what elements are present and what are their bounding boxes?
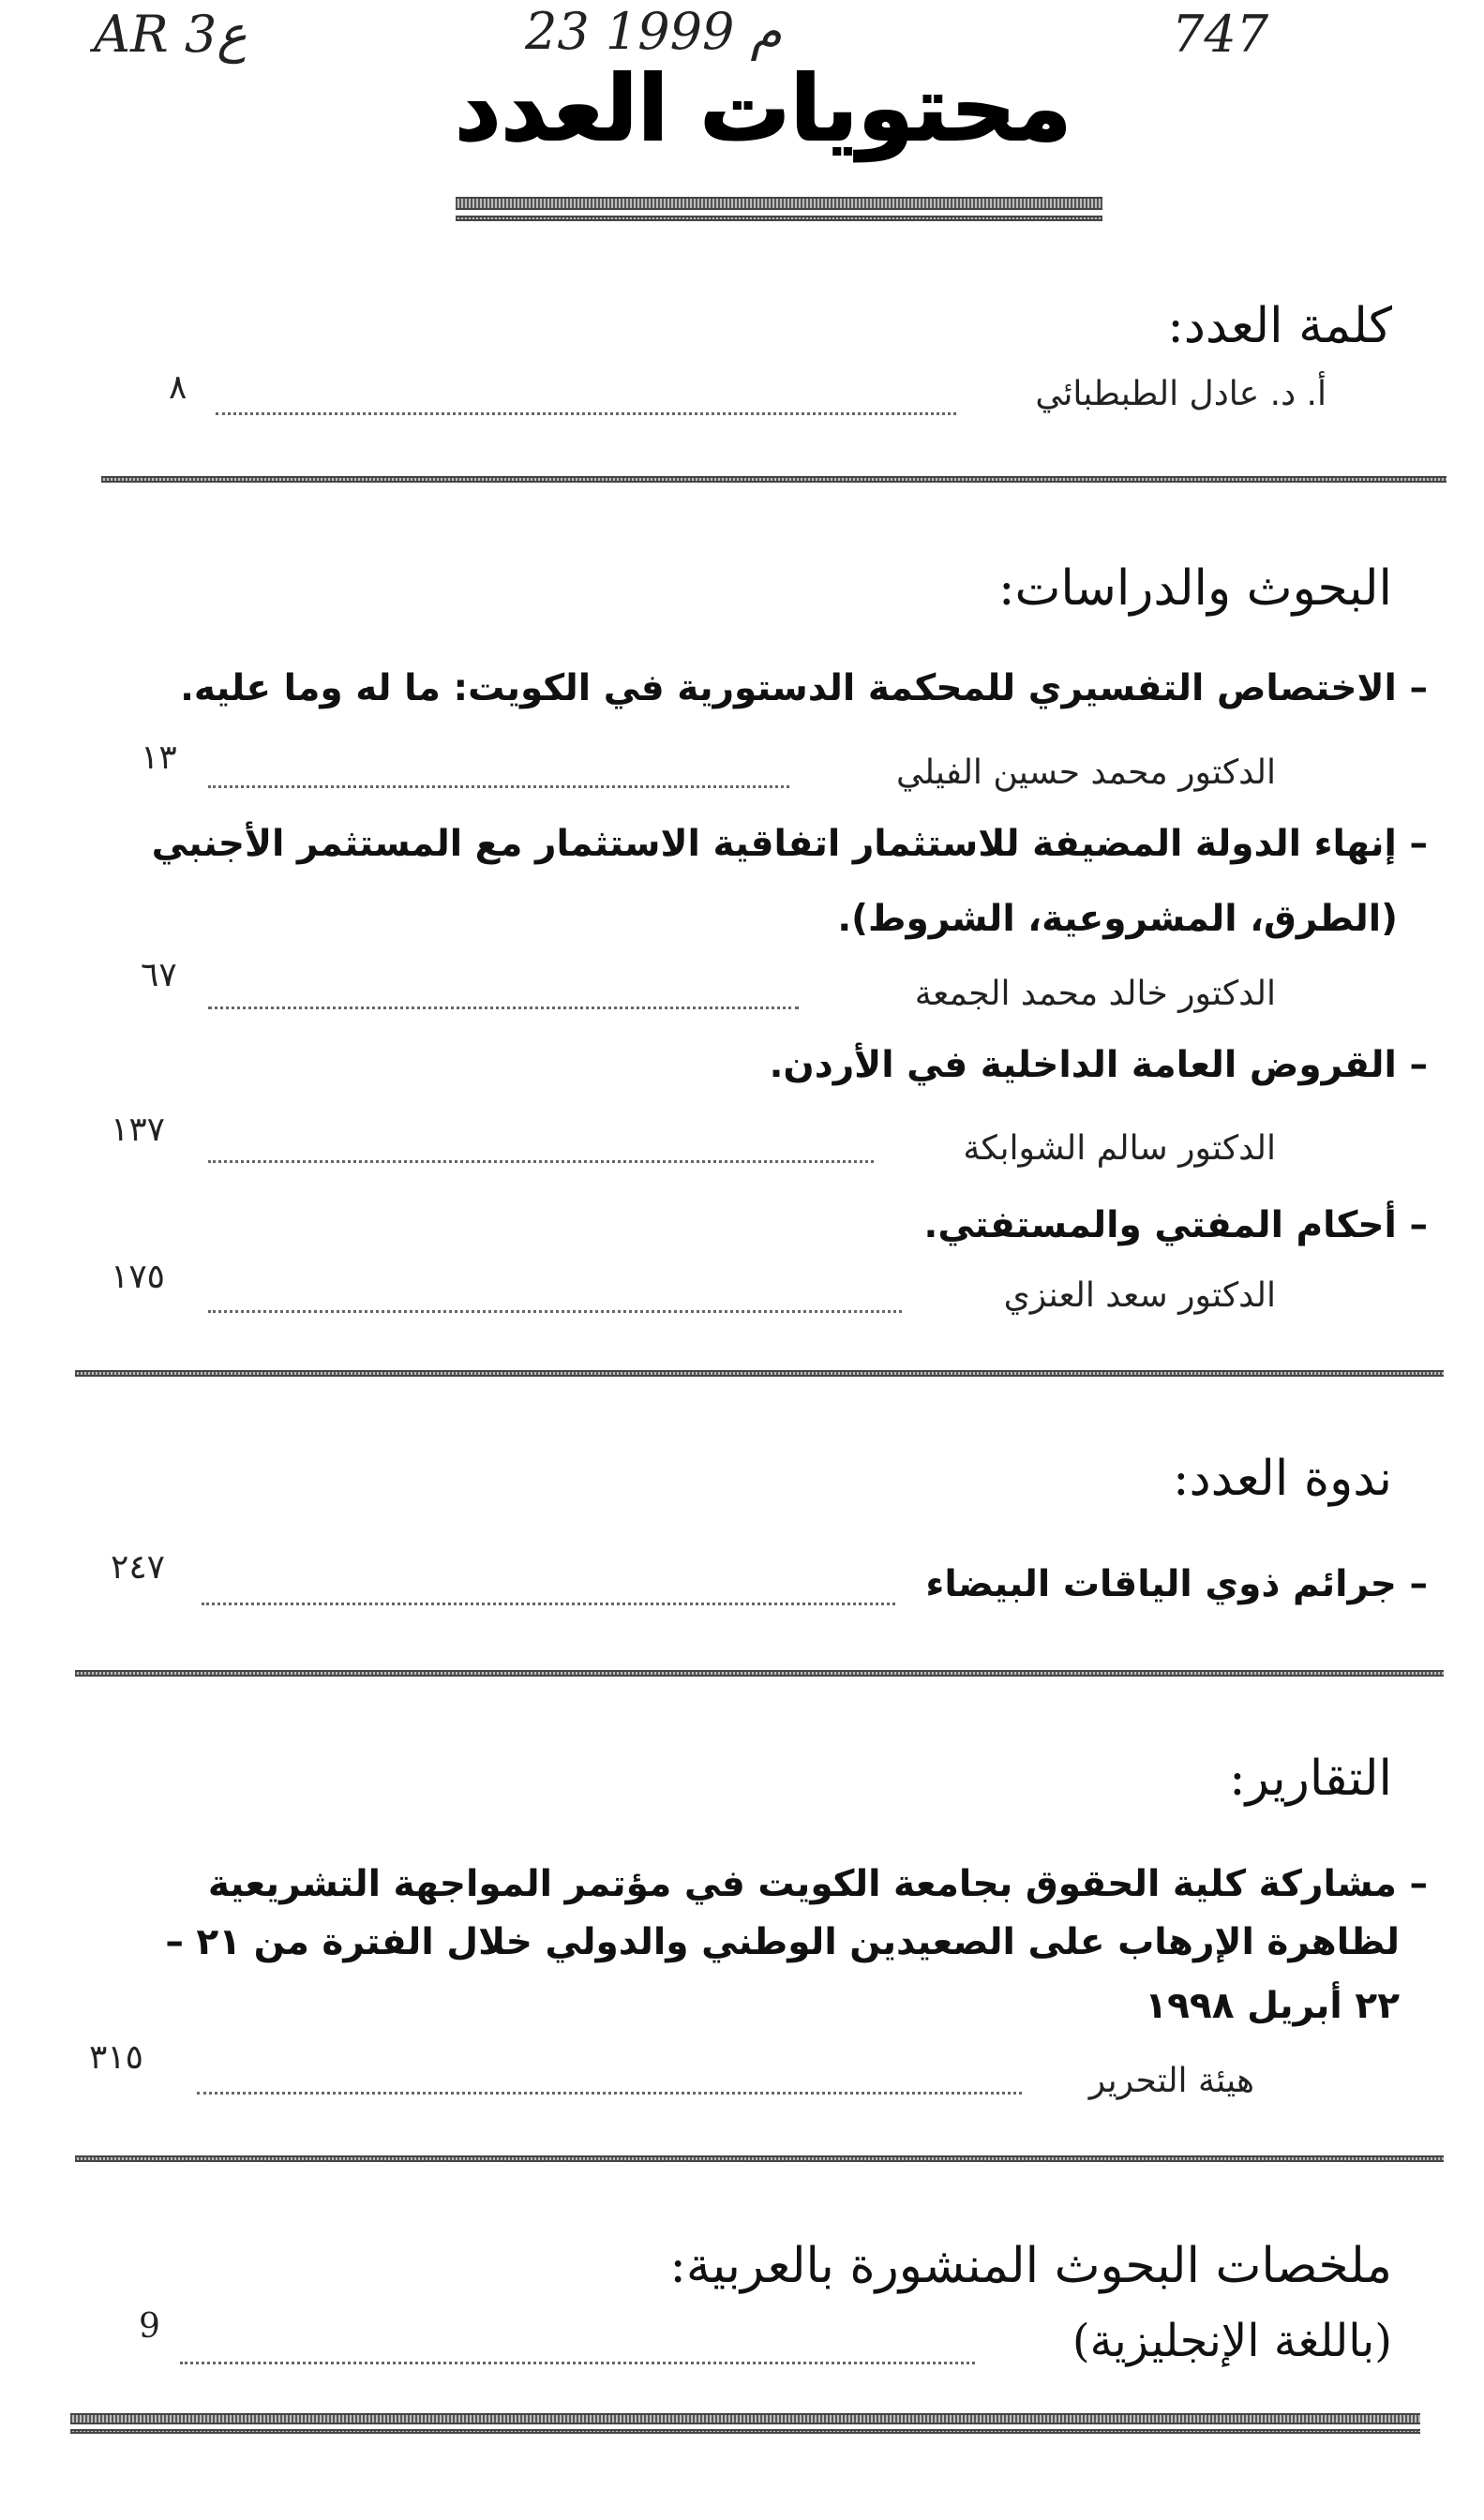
- page-number: ٣١٥: [89, 2038, 144, 2077]
- page-title: محتويات العدد: [455, 56, 1072, 161]
- section-divider: [75, 1370, 1444, 1377]
- page-number: 9: [139, 2307, 160, 2346]
- page-number: ١٣: [141, 738, 177, 777]
- page-number: ١٧٥: [111, 1258, 166, 1296]
- article-title-2-line-1: – إنهاء الدولة المضيفة للاستثمار اتفاقية الاستثمار مع المستثمر الأجنبي: [151, 823, 1428, 865]
- report-title-line-3: ٢٢ أبريل ١٩٩٨: [1145, 1985, 1400, 2027]
- title-underline: [456, 197, 1102, 210]
- page-number: ٨: [169, 368, 187, 407]
- leader-dots: [208, 1160, 874, 1163]
- section-heading-reports: التقارير:: [1229, 1751, 1392, 1807]
- section-divider: [75, 1670, 1444, 1677]
- report-author: هيئة التحرير: [1088, 2062, 1254, 2100]
- leader-dots: [208, 1310, 902, 1313]
- section-heading-editorial: كلمة العدد:: [1167, 298, 1392, 354]
- abstracts-subline: (باللغة الإنجليزية): [1072, 2315, 1392, 2367]
- handwritten-code: AR 3ع: [94, 5, 247, 64]
- page-number: ١٣٧: [111, 1111, 166, 1149]
- section-heading-symposium: ندوة العدد:: [1173, 1451, 1392, 1507]
- section-heading-abstracts: ملخصات البحوث المنشورة بالعربية:: [669, 2238, 1392, 2294]
- page-bottom-rule: [70, 2413, 1420, 2424]
- leader-dots: [197, 2092, 1022, 2095]
- section-heading-research: البحوث والدراسات:: [997, 560, 1392, 617]
- article-title-2-line-2: (الطرق، المشروعية، الشروط).: [837, 898, 1398, 940]
- handwritten-number: 747: [1172, 5, 1269, 64]
- article-title-4: – أحكام المفتي والمستفتي.: [923, 1204, 1428, 1246]
- leader-dots: [208, 785, 789, 788]
- article-title-3: – القروض العامة الداخلية في الأردن.: [769, 1044, 1428, 1086]
- article-author-2: الدكتور خالد محمد الجمعة: [914, 975, 1276, 1013]
- report-title-line-2: لظاهرة الإرهاب على الصعيدين الوطني والدولي خلال الفترة من ٢١ –: [165, 1921, 1400, 1963]
- section-divider: [101, 476, 1447, 483]
- editorial-author: أ. د. عادل الطبطبائي: [1035, 375, 1327, 413]
- page-number: ٢٤٧: [111, 1548, 166, 1587]
- leader-dots: [202, 1603, 895, 1605]
- leader-dots: [180, 2362, 975, 2364]
- article-title-1: – الاختصاص التفسيري للمحكمة الدستورية في الكويت: ما له وما عليه.: [180, 667, 1428, 709]
- section-divider: [75, 2155, 1444, 2162]
- handwritten-date: 23 م 1999: [525, 2, 782, 61]
- article-author-3: الدكتور سالم الشوابكة: [963, 1129, 1276, 1168]
- page-number: ٦٧: [141, 956, 177, 994]
- report-title-line-1: – مشاركة كلية الحقوق بجامعة الكويت في مؤتمر المواجهة التشريعية: [207, 1863, 1428, 1905]
- article-author-4: الدكتور سعد العنزي: [1003, 1276, 1276, 1315]
- page-bottom-rule-2: [70, 2429, 1420, 2434]
- title-underline-2: [456, 216, 1102, 221]
- article-author-1: الدكتور محمد حسين الفيلي: [895, 753, 1276, 792]
- leader-dots: [216, 412, 956, 415]
- symposium-title: – جرائم ذوي الياقات البيضاء: [925, 1563, 1428, 1605]
- leader-dots: [208, 1007, 799, 1009]
